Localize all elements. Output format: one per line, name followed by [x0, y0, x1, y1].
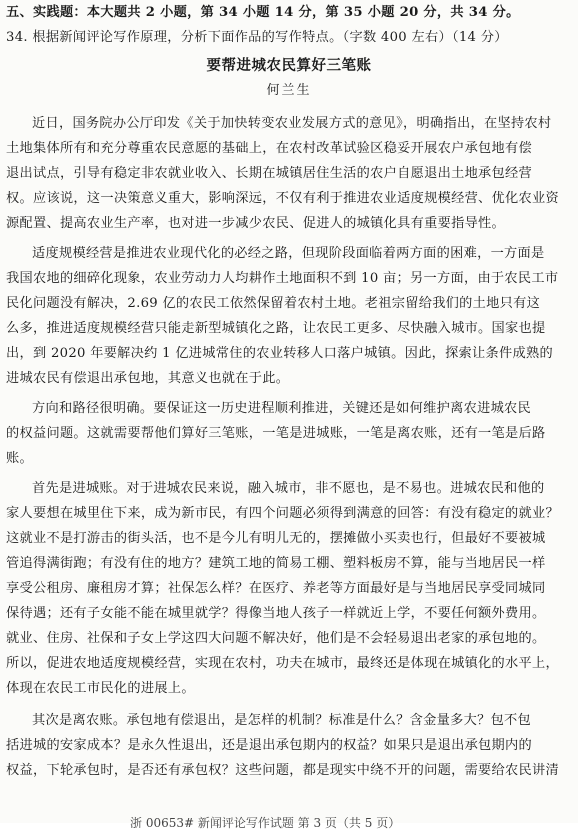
- article-line: 么多，推进适度规模经营只能走新型城镇化之路，让农民工更多、尽快融入城市。国家也提: [6, 321, 546, 336]
- article-line: 账。: [6, 451, 33, 466]
- article-author: 何兰生: [266, 83, 312, 98]
- question-prompt: 34. 根据新闻评论写作原理，分析下面作品的写作特点。（字数 400 左右）（14 分）: [6, 30, 508, 45]
- article-line: 近日，国务院办公厅印发《关于加快转变农业发展方式的意见》，明确指出，在坚持农村: [32, 116, 552, 131]
- article-line: 管追得满街跑；有没有住的地方？建筑工地的简易工棚、塑料板房不算，能与当地居民一样: [6, 556, 546, 571]
- article-line: 出，到 2020 年要解决约 1 亿进城常住的农业转移人口落户城镇。因此，探索让条件成熟的: [6, 346, 553, 361]
- article-title: 要帮进城农民算好三笔账: [206, 58, 372, 74]
- article-line: 家人要想在城里住下来，成为新市民，有四个问题必须得到满意的回答：有没有稳定的就业？: [6, 506, 559, 521]
- article-line: 首先是进城账。对于进城农民来说，融入城市，非不愿也，是不易也。进城农民和他的: [32, 481, 545, 496]
- article-line: 土地集体所有和充分尊重农民意愿的基础上，在农村改革试验区稳妥开展农户承包地有偿: [6, 141, 533, 156]
- article-line: 括进城的安家成本？是永久性退出，还是退出承包期内的权益？如果只是退出承包期内的: [6, 738, 533, 753]
- article-line: 享受公租房、廉租房才算；社保怎么样？在医疗、养老等方面最好是与当地居民享受同城同: [6, 581, 546, 596]
- article-line: 权益，下轮承包时，是否还有承包权？这些问题，都是现实中绕不开的问题，需要给农民讲清: [6, 763, 559, 778]
- article-line: 所以，促进农地适度规模经营，实现在农村，功夫在城市，最终还是体现在城镇化的水平上，: [6, 656, 559, 671]
- article-line: 退出试点，引导有稳定非农就业收入、长期在城镇居住生活的农户自愿退出土地承包经营: [6, 166, 533, 181]
- article-line: 就业、住房、社保和子女上学这四大问题不解决好，他们是不会轻易退出老家的承包地的。: [6, 631, 546, 646]
- article-line: 源配置、提高农业生产率，也对进一步减少农民、促进人的城镇化具有重要指导性。: [6, 216, 506, 231]
- article-line: 我国农地的细碎化现象，农业劳动力人均耕作土地面积不到 10 亩；另一方面，由于农民工市: [6, 271, 559, 286]
- article-line: 适度规模经营是推进农业现代化的必经之路，但现阶段面临着两方面的困难，一方面是: [32, 246, 545, 261]
- article-line: 权。应该说，这一决策意义重大，影响深远，不仅有利于推进农业适度规模经营、优化农业资: [6, 191, 559, 206]
- article-line: 保待遇；还有子女能不能在城里就学？得像当地人孩子一样就近上学，不要任何额外费用。: [6, 606, 546, 621]
- article-line: 的权益问题。这就需要帮他们算好三笔账，一笔是进城账，一笔是离农账，还有一笔是后路: [6, 426, 546, 441]
- article-line: 民化问题没有解决，2.69 亿的农民工依然保留着农村土地。老祖宗留给我们的土地只有这: [6, 296, 541, 311]
- article-line: 方向和路径很明确。要保证这一历史进程顺利推进，关键还是如何维护离农进城农民: [32, 401, 532, 416]
- article-line: 这就业不是打游击的街头活，也不是今儿有明儿无的，摆摊做小买卖也行，但最好不要被城: [6, 531, 546, 546]
- page-footer: 浙 00653# 新闻评论写作试题 第 3 页（共 5 页）: [130, 816, 401, 830]
- article-line: 体现在农民工市民化的进展上。: [6, 681, 195, 696]
- article-line: 其次是离农账。承包地有偿退出，是怎样的机制？标准是什么？含金量多大？包不包: [32, 713, 532, 728]
- section-header: 五、实践题：本大题共 2 小题，第 34 小题 14 分，第 35 小题 20 分，共 34 分。: [6, 5, 520, 20]
- article-line: 进城农民有偿退出承包地，其意义也就在于此。: [6, 371, 290, 386]
